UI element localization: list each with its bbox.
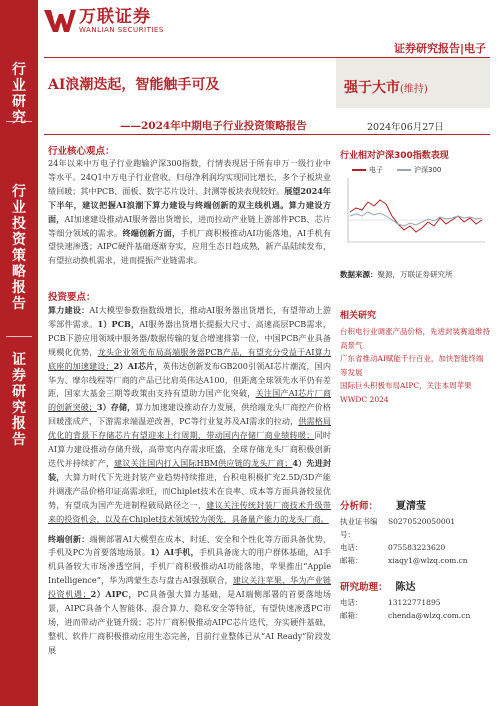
invest-text: AI服务器出货增长提振大尺寸、高速高层PCB需求，PCB下游应用领域中服务器/数据传输的复合增速排第一位，中国PCB产业具备规模化优势， (48, 318, 331, 357)
report-type: 证券研究报告|电子 (393, 42, 486, 55)
sidebar-char: 报 (12, 416, 26, 432)
series-line-hs300 (350, 212, 482, 226)
cert-label: 执业证书编号： (340, 517, 378, 539)
invest-text: 手机具备庞大的用户群体基础，AI手机具备较大市场渗透空间，手机厂商积极推动AI功能落地，苹果推出“Apple Intelligence”，华为鸿蒙生态与盘古AI强强联合， (48, 547, 332, 586)
email-value[interactable]: xiaqy1@wlzq.com.cn (388, 556, 468, 565)
invest-text-underlined: 建议关注苹果、华为产业链投资机遇； (48, 575, 331, 600)
invest-text: 同时AI算力建设推动存储升级，高带宽内存需求旺盛，全球存储龙头厂商积极创新迭代并持续扩产， (48, 430, 331, 468)
rating-note: (维持) (400, 84, 428, 95)
report-subtitle: ——2024年中期电子行业投资策略报告 (120, 120, 307, 132)
invest-text: PC具备强大算力基础，是AI端侧部署的首要落地场景，AIPC具备个人智能体、混合算力、隐私安全等特征，有望快速渗透PC市场，进而带动产业链升级；芯片厂商积极推动AIPC芯片迭代，夯实硬件基础，整机、软件厂商积极推动应用生态完善，目前行业整体已从“AI Ready”阶段发展 (48, 589, 331, 655)
related-item[interactable]: 广东省推动AI赋能千行百业，加快智能终端等发展 (340, 354, 484, 377)
performance-chart (340, 172, 490, 264)
invest-text-underlined: 供需格局优化的背景下存储芯片有望迎来上行周期，带动国内存储厂商业绩转暖； (48, 416, 331, 441)
chart-source (340, 269, 453, 280)
invest-text-bold: 4）先进封装， (48, 457, 331, 482)
title-rule (44, 134, 490, 135)
invest-text-underlined: 建议关注传统封装厂商技术升级带来的投资机会，以及在Chiplet技术领域较为领先，具备量产能力的龙头厂商。 (48, 499, 331, 524)
sidebar-label-strategy (0, 184, 38, 312)
email-value[interactable]: chenda@wlzq.com.cn (388, 611, 471, 620)
invest-text-bold: 2）AI芯片， (113, 360, 163, 371)
core-text-bold: 终端创新方面， (122, 227, 181, 238)
core-text: 24年以来中万电子行业跑输沪深300指数，行情表现居于所有申万一级行业中等水平。24Q1中万电子行业营收、归母净利润均实现同比增长，多个子板块业绩回暖；其中PCB、面板、数字芯片设计、封测等板块表现较好。 (48, 158, 331, 196)
sidebar-label-industry (0, 62, 38, 126)
invest-text-bold: 2）AIPC， (90, 589, 138, 600)
invest-paragraph (48, 304, 331, 658)
sidebar-divider (6, 336, 32, 337)
invest-text: 端侧部署AI大模型在成本、时延、安全和个性化等方面具备优势，手机及PC为首要落地场景。 (48, 533, 331, 558)
logo-name-en: WANLIAN SECURITIES (79, 26, 164, 34)
invest-text-bold: 1）AI手机， (150, 547, 199, 558)
invest-text-underlined: 龙头企业领先布局高端服务器PCB产品，有望充分受益于AI算力底座的加速建设； (48, 346, 331, 371)
invest-text-bold: 终端创新： (48, 533, 90, 544)
sidebar-char: 券 (12, 368, 26, 384)
core-text: AI加速建设推动AI服务器出货增长，进而拉动产业链上游部件PCB、芯片等细分领域的需求。 (48, 213, 331, 238)
report-title: AI浪潮迭起，智能触手可及 (48, 77, 220, 93)
series-line-electronics (350, 200, 482, 232)
phone-label: 电话： (340, 598, 363, 607)
assistant-name: 陈达 (395, 582, 416, 593)
related-heading: 相关研究 (340, 311, 377, 321)
source-text: 聚源，万联证券研究所 (377, 270, 453, 279)
invest-text-underlined: 建议关注国内打入国际HBM供应链的龙头厂商； (114, 457, 293, 468)
analyst-block (340, 497, 490, 567)
sidebar-char: 行 (12, 62, 26, 78)
core-paragraph (48, 157, 331, 268)
invest-text-underlined: 关注国产AI芯片厂商的创新突破； (48, 388, 331, 413)
sidebar-char: 证 (12, 352, 26, 368)
logo-w-icon (44, 8, 76, 34)
report-date: 2024年06月27日 (367, 122, 444, 133)
sidebar-char: 行 (12, 184, 26, 200)
core-text: 手机厂商积极推动AI功能落地，AI手机有望快速渗透；AIPC硬件基础逐渐夯实，应用生态日趋成熟，新产品陆续发布，有望拉动换机需求，进而提振产业链需求。 (48, 227, 331, 266)
invest-heading: 投资要点： (48, 292, 96, 303)
sidebar-char: 研 (12, 384, 26, 400)
invest-text: 英伟达创新发布GB200引领AI芯片潮流，国内华为、摩尔线程等厂商的产品已比肩英伟达A100，但距离全球领先水平仍有差距，国家大基金三期等政策由支持有望助力国产化突破， (48, 360, 331, 399)
phone-value: 075583223620 (388, 543, 446, 552)
invest-text: 算力加速建设推动存力发展，供给端龙头厂商控产价格回暖涨成产，下游需求端温逆改善，PC等行业复苏及AI需求的拉动， (48, 402, 331, 427)
rating (344, 77, 428, 97)
sidebar-char: 资 (12, 232, 26, 248)
legend-label: 电子 (369, 166, 383, 174)
invest-text: AI大模型参数指数级增长，推动AI服务器出货增长，有望带动上游零部件需求。 (48, 305, 331, 329)
invest-text: 大算力时代下先进封装产业趋势持续推进，台积电积极扩充2.5D/3D产能并调涨产品价格印证高需求旺，而Chiplet技术在良率、成本等方面具备较显优势，有望成为国产先进制程破局路径之一， (48, 471, 331, 510)
sidebar-char: 告 (12, 432, 26, 448)
phone-value: 13122771895 (388, 598, 441, 607)
invest-text-bold: 算力建设： (48, 305, 90, 315)
sidebar-char: 策 (12, 248, 26, 264)
core-heading: 行业核心观点： (48, 146, 115, 157)
rating-value: 强于大市 (344, 80, 400, 96)
invest-text-bold: 3）存储， (96, 402, 136, 413)
sidebar-char: 业 (12, 200, 26, 216)
assistant-block (340, 578, 490, 622)
assistant-label: 研究助理： (340, 582, 388, 593)
sidebar-char: 略 (12, 264, 26, 280)
sidebar-char: 业 (12, 78, 26, 94)
related-item[interactable]: 国际巨头积极布局AIPC，关注本周苹果WWDC 2024 (340, 381, 472, 404)
sidebar-char: 投 (12, 216, 26, 232)
sidebar-char: 究 (12, 110, 26, 126)
chart-title: 行业相对沪深300指数表现 (340, 151, 449, 161)
sidebar-char: 研 (12, 94, 26, 110)
sidebar-divider (6, 121, 32, 122)
logo-name-cn: 万联证券 (79, 7, 151, 27)
legend-label: 沪深300 (414, 166, 442, 174)
sidebar-label-securities (0, 352, 38, 448)
related-list (340, 325, 490, 406)
email-label: 邮箱： (340, 556, 363, 565)
email-label: 邮箱： (340, 611, 363, 620)
invest-text-bold: 1）PCB， (97, 318, 140, 329)
cert-value: S0270520050001 (388, 517, 456, 526)
analyst-label: 分析师： (340, 501, 379, 512)
core-text-bold: 展望2024年下半年，建议把握AI浪潮下算力建设与终端创新的双主线机遇。算力建设方面， (48, 185, 332, 224)
source-label: 数据来源： (340, 270, 378, 279)
analyst-name: 夏清莹 (396, 501, 427, 512)
sidebar-char: 告 (12, 296, 26, 312)
sidebar-char: 报 (12, 280, 26, 296)
phone-label: 电话： (340, 543, 363, 552)
company-logo (44, 8, 164, 34)
sidebar-char: 究 (12, 400, 26, 416)
paragraph-break (48, 527, 331, 533)
related-item[interactable]: 台积电行业调涨产品价格，先进封装赛道维持高景气 (340, 327, 490, 350)
